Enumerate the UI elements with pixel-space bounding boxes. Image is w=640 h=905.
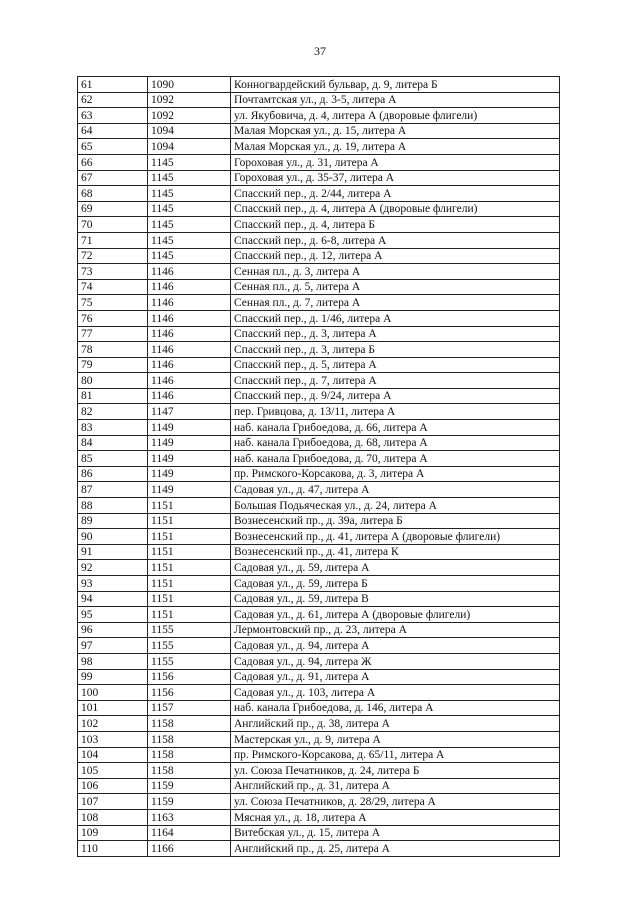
address-cell: наб. канала Грибоедова, д. 146, литера А <box>231 700 560 716</box>
address-cell: Садовая ул., д. 47, литера А <box>231 482 560 498</box>
table-row <box>78 154 560 170</box>
address-cell: Сенная пл., д. 3, литера А <box>231 264 560 280</box>
table-row <box>78 809 560 825</box>
address-cell: пер. Гривцова, д. 13/11, литера А <box>231 404 560 420</box>
row-number-cell: 71 <box>78 232 148 248</box>
table-row <box>78 186 560 202</box>
table-row <box>78 638 560 654</box>
address-cell: Вознесенский пр., д. 41, литера К <box>231 544 560 560</box>
row-number-cell: 69 <box>78 201 148 217</box>
row-number-cell: 82 <box>78 404 148 420</box>
page-number: 37 <box>314 44 326 58</box>
table-row <box>78 217 560 233</box>
address-cell: наб. канала Грибоедова, д. 66, литера А <box>231 420 560 436</box>
row-number-cell: 97 <box>78 638 148 654</box>
address-cell: Сенная пл., д. 7, литера А <box>231 295 560 311</box>
code-cell: 1145 <box>148 232 231 248</box>
row-number-cell: 96 <box>78 622 148 638</box>
row-number-cell: 89 <box>78 513 148 529</box>
table-row <box>78 466 560 482</box>
address-cell: Спасский пер., д. 5, литера А <box>231 357 560 373</box>
address-cell: ул. Союза Печатников, д. 28/29, литера А <box>231 794 560 810</box>
row-number-cell: 99 <box>78 669 148 685</box>
address-cell: наб. канала Грибоедова, д. 68, литера А <box>231 435 560 451</box>
table-row <box>78 731 560 747</box>
code-cell: 1151 <box>148 576 231 592</box>
table-row <box>78 357 560 373</box>
address-cell: Садовая ул., д. 91, литера А <box>231 669 560 685</box>
code-cell: 1151 <box>148 513 231 529</box>
code-cell: 1151 <box>148 544 231 560</box>
code-cell: 1146 <box>148 388 231 404</box>
row-number-cell: 62 <box>78 92 148 108</box>
address-cell: Витебская ул., д. 15, литера А <box>231 825 560 841</box>
address-cell: Почтамтская ул., д. 3-5, литера А <box>231 92 560 108</box>
code-cell: 1146 <box>148 264 231 280</box>
table-row <box>78 747 560 763</box>
table-row <box>78 201 560 217</box>
code-cell: 1145 <box>148 217 231 233</box>
address-cell: Садовая ул., д. 59, литера В <box>231 591 560 607</box>
row-number-cell: 74 <box>78 279 148 295</box>
table-row <box>78 404 560 420</box>
table-row <box>78 685 560 701</box>
address-cell: Садовая ул., д. 61, литера А (дворовые флигели) <box>231 607 560 623</box>
table-row <box>78 716 560 732</box>
address-cell: Гороховая ул., д. 31, литера А <box>231 154 560 170</box>
table-row <box>78 841 560 857</box>
row-number-cell: 83 <box>78 420 148 436</box>
code-cell: 1094 <box>148 139 231 155</box>
code-cell: 1166 <box>148 841 231 857</box>
code-cell: 1158 <box>148 747 231 763</box>
address-cell: ул. Якубовича, д. 4, литера А (дворовые флигели) <box>231 108 560 124</box>
table-row <box>78 342 560 358</box>
row-number-cell: 107 <box>78 794 148 810</box>
row-number-cell: 109 <box>78 825 148 841</box>
row-number-cell: 76 <box>78 310 148 326</box>
table-row <box>78 170 560 186</box>
row-number-cell: 104 <box>78 747 148 763</box>
code-cell: 1092 <box>148 108 231 124</box>
table-row <box>78 778 560 794</box>
address-cell: наб. канала Грибоедова, д. 70, литера А <box>231 451 560 467</box>
table-row <box>78 310 560 326</box>
table-body <box>78 77 560 857</box>
row-number-cell: 105 <box>78 763 148 779</box>
code-cell: 1163 <box>148 809 231 825</box>
row-number-cell: 100 <box>78 685 148 701</box>
row-number-cell: 61 <box>78 77 148 93</box>
address-cell: Спасский пер., д. 9/24, литера А <box>231 388 560 404</box>
code-cell: 1151 <box>148 607 231 623</box>
table-row <box>78 700 560 716</box>
table-row <box>78 607 560 623</box>
row-number-cell: 85 <box>78 451 148 467</box>
address-cell: Малая Морская ул., д. 19, литера А <box>231 139 560 155</box>
code-cell: 1149 <box>148 482 231 498</box>
address-cell: Сенная пл., д. 5, литера А <box>231 279 560 295</box>
address-cell: Спасский пер., д. 2/44, литера А <box>231 186 560 202</box>
code-cell: 1090 <box>148 77 231 93</box>
code-cell: 1145 <box>148 170 231 186</box>
table-row <box>78 763 560 779</box>
table-row <box>78 326 560 342</box>
code-cell: 1146 <box>148 373 231 389</box>
code-cell: 1155 <box>148 653 231 669</box>
row-number-cell: 110 <box>78 841 148 857</box>
row-number-cell: 101 <box>78 700 148 716</box>
row-number-cell: 92 <box>78 560 148 576</box>
table-row <box>78 482 560 498</box>
code-cell: 1151 <box>148 591 231 607</box>
code-cell: 1145 <box>148 201 231 217</box>
table-row <box>78 529 560 545</box>
row-number-cell: 93 <box>78 576 148 592</box>
code-cell: 1159 <box>148 778 231 794</box>
table-row <box>78 279 560 295</box>
code-cell: 1151 <box>148 498 231 514</box>
code-cell: 1145 <box>148 248 231 264</box>
table-row <box>78 669 560 685</box>
row-number-cell: 67 <box>78 170 148 186</box>
address-cell: Лермонтовский пр., д. 23, литера А <box>231 622 560 638</box>
row-number-cell: 65 <box>78 139 148 155</box>
address-cell: Спасский пер., д. 4, литера А (дворовые флигели) <box>231 201 560 217</box>
code-cell: 1146 <box>148 310 231 326</box>
address-cell: Большая Подьяческая ул., д. 24, литера А <box>231 498 560 514</box>
row-number-cell: 78 <box>78 342 148 358</box>
row-number-cell: 98 <box>78 653 148 669</box>
table-row <box>78 264 560 280</box>
table-row <box>78 232 560 248</box>
address-cell: Английский пр., д. 38, литера А <box>231 716 560 732</box>
address-cell: Спасский пер., д. 7, литера А <box>231 373 560 389</box>
address-cell: Малая Морская ул., д. 15, литера А <box>231 123 560 139</box>
row-number-cell: 95 <box>78 607 148 623</box>
code-cell: 1149 <box>148 435 231 451</box>
address-cell: Английский пр., д. 25, литера А <box>231 841 560 857</box>
code-cell: 1146 <box>148 326 231 342</box>
table-row <box>78 544 560 560</box>
table-row <box>78 560 560 576</box>
table-row <box>78 825 560 841</box>
address-cell: Вознесенский пр., д. 41, литера А (дворовые флигели) <box>231 529 560 545</box>
table-row <box>78 139 560 155</box>
address-cell: Спасский пер., д. 1/46, литера А <box>231 310 560 326</box>
address-cell: Английский пр., д. 31, литера А <box>231 778 560 794</box>
table-row <box>78 622 560 638</box>
address-cell: Спасский пер., д. 3, литера А <box>231 326 560 342</box>
table-row <box>78 794 560 810</box>
code-cell: 1155 <box>148 638 231 654</box>
row-number-cell: 88 <box>78 498 148 514</box>
address-cell: Садовая ул., д. 94, литера А <box>231 638 560 654</box>
table-row <box>78 248 560 264</box>
address-cell: Спасский пер., д. 4, литера Б <box>231 217 560 233</box>
code-cell: 1149 <box>148 420 231 436</box>
code-cell: 1146 <box>148 342 231 358</box>
table-row <box>78 451 560 467</box>
row-number-cell: 79 <box>78 357 148 373</box>
row-number-cell: 72 <box>78 248 148 264</box>
address-cell: Садовая ул., д. 103, литера А <box>231 685 560 701</box>
table-row <box>78 435 560 451</box>
row-number-cell: 64 <box>78 123 148 139</box>
code-cell: 1094 <box>148 123 231 139</box>
row-number-cell: 73 <box>78 264 148 280</box>
address-cell: Садовая ул., д. 59, литера А <box>231 560 560 576</box>
table-row <box>78 498 560 514</box>
address-cell: Садовая ул., д. 59, литера Б <box>231 576 560 592</box>
code-cell: 1145 <box>148 186 231 202</box>
row-number-cell: 102 <box>78 716 148 732</box>
code-cell: 1151 <box>148 560 231 576</box>
address-cell: Спасский пер., д. 12, литера А <box>231 248 560 264</box>
table-row <box>78 108 560 124</box>
code-cell: 1146 <box>148 279 231 295</box>
table-row <box>78 295 560 311</box>
code-cell: 1159 <box>148 794 231 810</box>
table-row <box>78 77 560 93</box>
address-cell: пр. Римского-Корсакова, д. 3, литера А <box>231 466 560 482</box>
row-number-cell: 77 <box>78 326 148 342</box>
address-cell: Спасский пер., д. 6-8, литера А <box>231 232 560 248</box>
table-row <box>78 653 560 669</box>
address-cell: Спасский пер., д. 3, литера Б <box>231 342 560 358</box>
code-cell: 1156 <box>148 669 231 685</box>
code-cell: 1147 <box>148 404 231 420</box>
code-cell: 1157 <box>148 700 231 716</box>
row-number-cell: 66 <box>78 154 148 170</box>
table-row <box>78 123 560 139</box>
address-cell: Вознесенский пр., д. 39а, литера Б <box>231 513 560 529</box>
row-number-cell: 91 <box>78 544 148 560</box>
row-number-cell: 108 <box>78 809 148 825</box>
row-number-cell: 86 <box>78 466 148 482</box>
row-number-cell: 80 <box>78 373 148 389</box>
row-number-cell: 84 <box>78 435 148 451</box>
code-cell: 1146 <box>148 295 231 311</box>
table-row <box>78 92 560 108</box>
row-number-cell: 70 <box>78 217 148 233</box>
objects-table <box>77 76 560 857</box>
address-cell: Гороховая ул., д. 35-37, литера А <box>231 170 560 186</box>
table-row <box>78 420 560 436</box>
code-cell: 1158 <box>148 731 231 747</box>
code-cell: 1151 <box>148 529 231 545</box>
code-cell: 1155 <box>148 622 231 638</box>
address-cell: Мастерская ул., д. 9, литера А <box>231 731 560 747</box>
row-number-cell: 81 <box>78 388 148 404</box>
row-number-cell: 75 <box>78 295 148 311</box>
code-cell: 1158 <box>148 763 231 779</box>
row-number-cell: 87 <box>78 482 148 498</box>
code-cell: 1158 <box>148 716 231 732</box>
code-cell: 1149 <box>148 451 231 467</box>
address-cell: Мясная ул., д. 18, литера А <box>231 809 560 825</box>
table-row <box>78 373 560 389</box>
row-number-cell: 68 <box>78 186 148 202</box>
code-cell: 1146 <box>148 357 231 373</box>
code-cell: 1156 <box>148 685 231 701</box>
address-cell: Садовая ул., д. 94, литера Ж <box>231 653 560 669</box>
table-row <box>78 388 560 404</box>
table-row <box>78 591 560 607</box>
address-cell: пр. Римского-Корсакова, д. 65/11, литера А <box>231 747 560 763</box>
table-row <box>78 513 560 529</box>
table-row <box>78 576 560 592</box>
address-cell: Конногвардейский бульвар, д. 9, литера Б <box>231 77 560 93</box>
code-cell: 1092 <box>148 92 231 108</box>
code-cell: 1164 <box>148 825 231 841</box>
row-number-cell: 63 <box>78 108 148 124</box>
row-number-cell: 103 <box>78 731 148 747</box>
row-number-cell: 94 <box>78 591 148 607</box>
code-cell: 1149 <box>148 466 231 482</box>
code-cell: 1145 <box>148 154 231 170</box>
address-cell: ул. Союза Печатников, д. 24, литера Б <box>231 763 560 779</box>
row-number-cell: 90 <box>78 529 148 545</box>
row-number-cell: 106 <box>78 778 148 794</box>
